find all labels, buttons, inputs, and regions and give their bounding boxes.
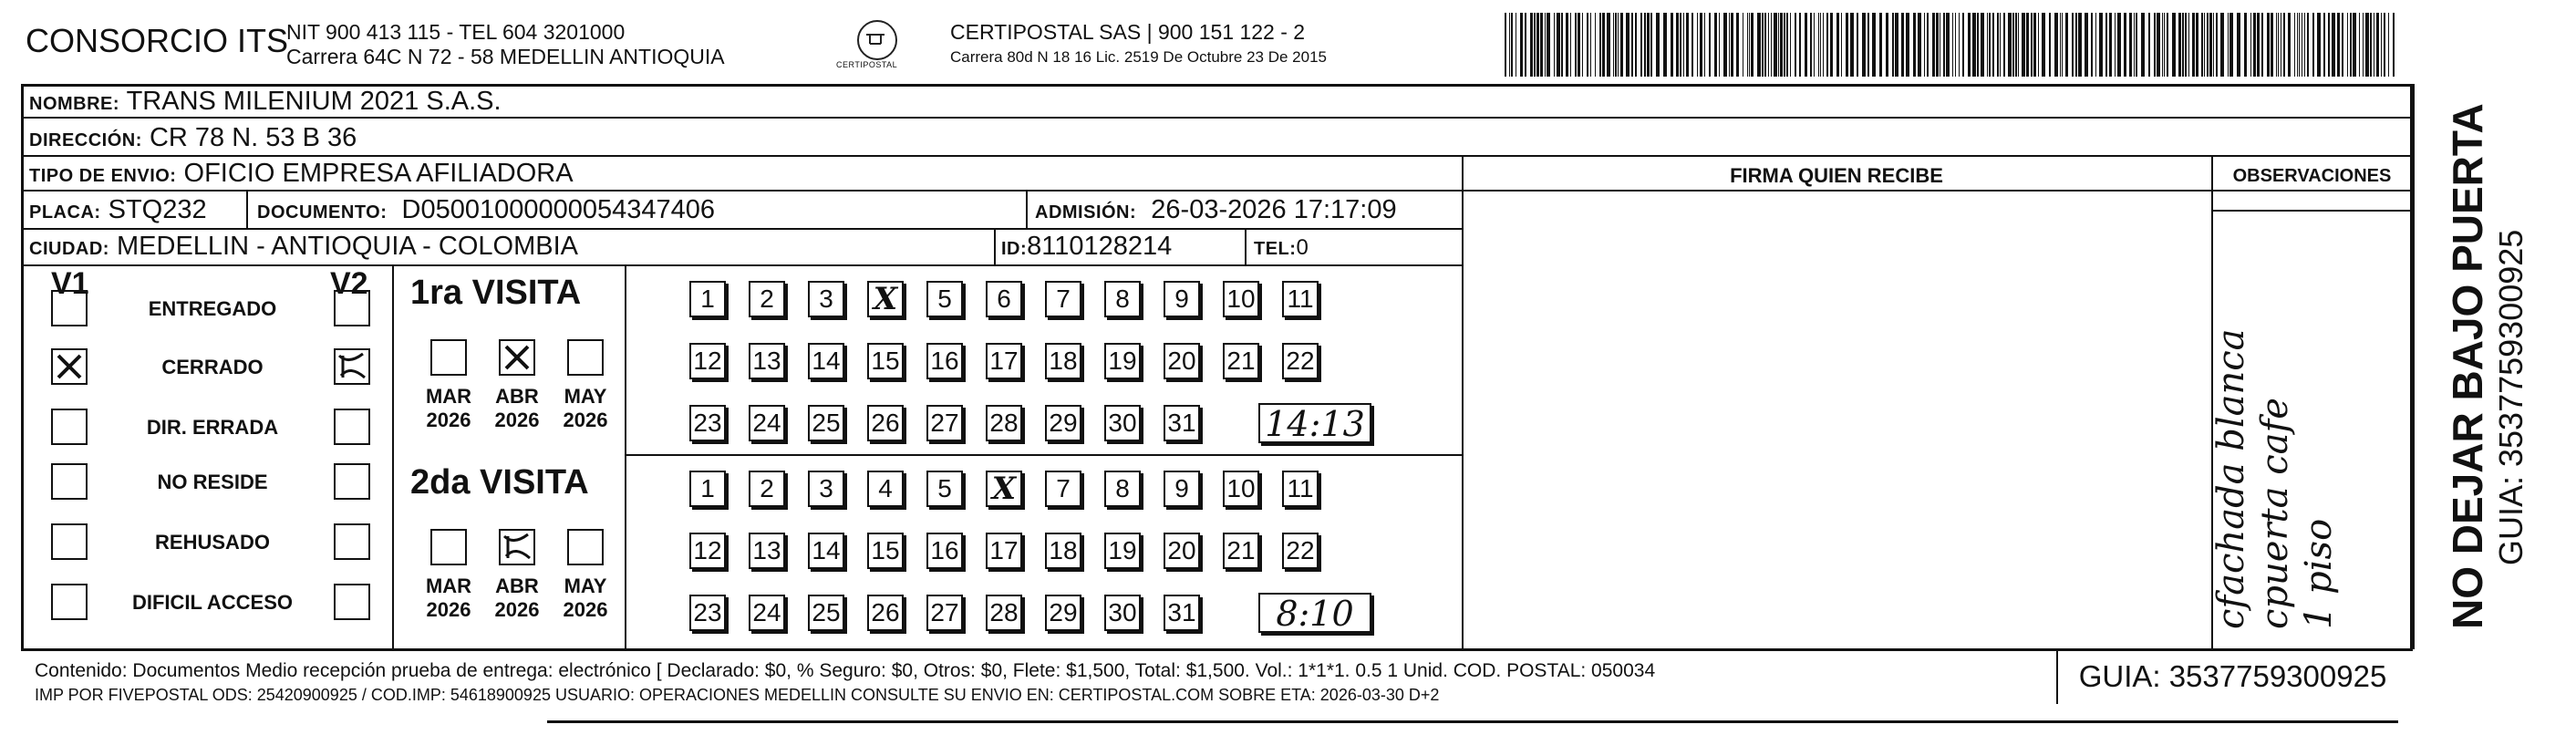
side-notice	[2426, 55, 2562, 638]
day-box-4[interactable]: 4	[867, 471, 904, 507]
day-box-7[interactable]: 7	[1045, 281, 1081, 317]
day-box-21[interactable]: 21	[1223, 343, 1259, 379]
recipient-name: TRANS MILENIUM 2021 S.A.S.	[126, 87, 502, 116]
day-box-14[interactable]: 14	[808, 533, 844, 569]
day-box-13[interactable]: 13	[749, 533, 785, 569]
status-label: NO RESIDE	[157, 471, 268, 493]
plate-value: STQ232	[108, 195, 207, 224]
signature-area[interactable]	[1468, 212, 2207, 646]
v1-label: V1	[51, 266, 89, 301]
day-box-2[interactable]: 2	[749, 471, 785, 507]
month-label: MAY 2026	[563, 385, 608, 431]
v2-checkbox[interactable]	[334, 409, 370, 445]
day-box-22[interactable]: 22	[1282, 533, 1319, 569]
day-box-6[interactable]: 6	[986, 281, 1022, 317]
guide-number: GUIA: 3537759300925	[2056, 649, 2407, 704]
visit-title: 1ra VISITA	[410, 274, 582, 312]
barcode-icon	[1505, 13, 2396, 77]
day-box-25[interactable]: 25	[808, 595, 844, 631]
print-details: IMP POR FIVEPOSTAL ODS: 25420900925 / COD.IMP: 54618900925 USUARIO: OPERACIONES MEDELLIN CONSULTE SU ENVIO EN: CERTIPOSTAL.COM SOBRE ETA: 2026-03-30 D+2	[35, 686, 1440, 704]
day-box-27[interactable]: 27	[926, 595, 963, 631]
address-row: DIRECCIÓN: CR 78 N. 53 B 36	[29, 123, 357, 152]
courier-line: CERTIPOSTAL SAS | 900 151 122 - 2	[950, 20, 1306, 44]
visit-time: 8:10	[1258, 593, 1371, 633]
day-box-30[interactable]: 30	[1104, 405, 1141, 441]
day-box-26[interactable]: 26	[867, 595, 904, 631]
day-box-5[interactable]: 5	[926, 471, 963, 507]
signature-header: FIRMA QUIEN RECIBE	[1730, 164, 1943, 187]
day-box-18[interactable]: 18	[1045, 533, 1081, 569]
observations-header: OBSERVACIONES	[2232, 166, 2392, 186]
day-box-14[interactable]: 14	[808, 343, 844, 379]
city-value: MEDELLIN - ANTIOQUIA - COLOMBIA	[117, 232, 578, 261]
type-row: TIPO DE ENVIO: OFICIO EMPRESA AFILIADORA	[29, 159, 574, 188]
day-box-15[interactable]: 15	[867, 343, 904, 379]
day-box-15[interactable]: 15	[867, 533, 904, 569]
day-box-23[interactable]: 23	[689, 405, 726, 441]
admission-value: 26-03-2026 17:17:09	[1151, 195, 1397, 224]
month-checkbox[interactable]	[499, 339, 535, 376]
city-row: CIUDAD: MEDELLIN - ANTIOQUIA - COLOMBIA	[29, 232, 578, 261]
day-box-10[interactable]: 10	[1223, 471, 1259, 507]
company-address: Carrera 64C N 72 - 58 MEDELLIN ANTIOQUIA	[286, 45, 725, 68]
month-checkbox[interactable]	[430, 339, 467, 376]
logo-text: CERTIPOSTAL	[836, 60, 898, 69]
day-box-10[interactable]: 10	[1223, 281, 1259, 317]
admission-row: ADMISIÓN: 26-03-2026 17:17:09	[1035, 195, 1397, 224]
company-contact	[286, 20, 725, 69]
day-box-24[interactable]: 24	[749, 405, 785, 441]
name-row: NOMBRE: TRANS MILENIUM 2021 S.A.S.	[29, 87, 502, 116]
day-box-9[interactable]: 9	[1164, 281, 1200, 317]
day-box-1[interactable]: 1	[689, 281, 726, 317]
day-box-3[interactable]: 3	[808, 471, 844, 507]
day-box-28[interactable]: 28	[986, 595, 1022, 631]
content-details: Contenido: Documentos Medio recepción prueba de entrega: electrónico [ Declarado: $0, % Seguro: $0, Otros: $0, Flete: $1,500, Total: $1,500. Vol.: 1*1*1. 0.5 1 Unid. COD. POSTAL: 050034	[35, 660, 1656, 681]
month-checkbox[interactable]	[430, 529, 467, 565]
day-box-19[interactable]: 19	[1104, 533, 1141, 569]
day-box-20[interactable]: 20	[1164, 533, 1200, 569]
tel-value: 0	[1296, 235, 1309, 260]
month-label: MAR 2026	[425, 575, 472, 621]
day-box-17[interactable]: 17	[986, 533, 1022, 569]
day-box-7[interactable]: 7	[1045, 471, 1081, 507]
v2-checkbox[interactable]	[334, 463, 370, 500]
month-checkbox[interactable]	[567, 339, 604, 376]
recipient-address: CR 78 N. 53 B 36	[149, 123, 357, 152]
v2-checkbox[interactable]	[334, 348, 370, 385]
month-label: MAY 2026	[563, 575, 608, 621]
observation-line-3: 1 piso	[2298, 518, 2340, 629]
plate-row: PLACA: STQ232	[29, 195, 207, 224]
courier-logo-icon	[857, 20, 897, 60]
day-box-31[interactable]: 31	[1164, 595, 1200, 631]
company-name: CONSORCIO ITS	[26, 22, 289, 59]
day-box-30[interactable]: 30	[1104, 595, 1141, 631]
document-value: D05001000000054347406	[401, 195, 716, 224]
day-box-1[interactable]: 1	[689, 471, 726, 507]
status-label: REHUSADO	[155, 531, 270, 554]
day-box-6[interactable]: X	[986, 471, 1022, 507]
v1-checkbox[interactable]	[51, 523, 88, 560]
day-box-12[interactable]: 12	[689, 533, 726, 569]
divider	[547, 720, 2398, 723]
tel-row: TEL:0	[1254, 235, 1309, 260]
day-box-28[interactable]: 28	[986, 405, 1022, 441]
day-box-8[interactable]: 8	[1104, 281, 1141, 317]
month-checkbox[interactable]	[567, 529, 604, 565]
document-row: DOCUMENTO: D05001000000054347406	[257, 195, 716, 224]
id-value: 8110128214	[1027, 232, 1173, 261]
day-box-24[interactable]: 24	[749, 595, 785, 631]
visit-time: 14:13	[1258, 403, 1371, 443]
day-box-18[interactable]: 18	[1045, 343, 1081, 379]
day-box-29[interactable]: 29	[1045, 595, 1081, 631]
shipment-type: OFICIO EMPRESA AFILIADORA	[183, 159, 574, 188]
day-box-11[interactable]: 11	[1282, 471, 1319, 507]
day-box-12[interactable]: 12	[689, 343, 726, 379]
day-box-16[interactable]: 16	[926, 533, 963, 569]
day-box-17[interactable]: 17	[986, 343, 1022, 379]
visit-title: 2da VISITA	[410, 463, 589, 502]
v1-checkbox[interactable]	[51, 584, 88, 620]
day-box-29[interactable]: 29	[1045, 405, 1081, 441]
license-line: Carrera 80d N 18 16 Lic. 2519 De Octubre 23 De 2015	[950, 48, 1327, 66]
month-label: MAR 2026	[425, 385, 472, 431]
courier-info	[950, 20, 1327, 69]
v1-checkbox[interactable]	[51, 463, 88, 500]
v1-checkbox[interactable]	[51, 348, 88, 385]
day-box-9[interactable]: 9	[1164, 471, 1200, 507]
status-label: ENTREGADO	[148, 297, 277, 320]
observation-line-1: cfachada blanca	[2210, 328, 2252, 629]
id-row: ID:8110128214	[1001, 232, 1173, 261]
v2-label: V2	[330, 266, 368, 301]
day-box-4[interactable]: X	[867, 281, 904, 317]
v2-checkbox[interactable]	[334, 584, 370, 620]
day-box-13[interactable]: 13	[749, 343, 785, 379]
day-box-22[interactable]: 22	[1282, 343, 1319, 379]
day-box-23[interactable]: 23	[689, 595, 726, 631]
month-checkbox[interactable]	[499, 529, 535, 565]
month-label: ABR 2026	[494, 385, 540, 431]
status-label: DIFICIL ACCESO	[131, 591, 293, 614]
nit-line: NIT 900 413 115 - TEL 604 3201000	[286, 20, 626, 44]
observations-handwriting	[2207, 255, 2353, 638]
v1-checkbox[interactable]	[51, 409, 88, 445]
status-label: DIR. ERRADA	[146, 416, 279, 439]
day-box-26[interactable]: 26	[867, 405, 904, 441]
v2-checkbox[interactable]	[334, 290, 370, 326]
observation-line-2: cpuerta cafe	[2254, 398, 2296, 629]
status-label: CERRADO	[161, 356, 264, 378]
day-box-21[interactable]: 21	[1223, 533, 1259, 569]
do-not-leave-warning: NO DEJAR BAJO PUERTA	[2444, 103, 2491, 629]
day-box-25[interactable]: 25	[808, 405, 844, 441]
day-box-31[interactable]: 31	[1164, 405, 1200, 441]
day-box-2[interactable]: 2	[749, 281, 785, 317]
day-box-19[interactable]: 19	[1104, 343, 1141, 379]
day-box-16[interactable]: 16	[926, 343, 963, 379]
day-box-5[interactable]: 5	[926, 281, 963, 317]
day-box-20[interactable]: 20	[1164, 343, 1200, 379]
month-label: ABR 2026	[494, 575, 540, 621]
v2-checkbox[interactable]	[334, 523, 370, 560]
v1-checkbox[interactable]	[51, 290, 88, 326]
day-box-27[interactable]: 27	[926, 405, 963, 441]
side-guide-number: GUIA: 3537759300925	[2492, 229, 2529, 565]
day-box-8[interactable]: 8	[1104, 471, 1141, 507]
day-box-3[interactable]: 3	[808, 281, 844, 317]
day-box-11[interactable]: 11	[1282, 281, 1319, 317]
